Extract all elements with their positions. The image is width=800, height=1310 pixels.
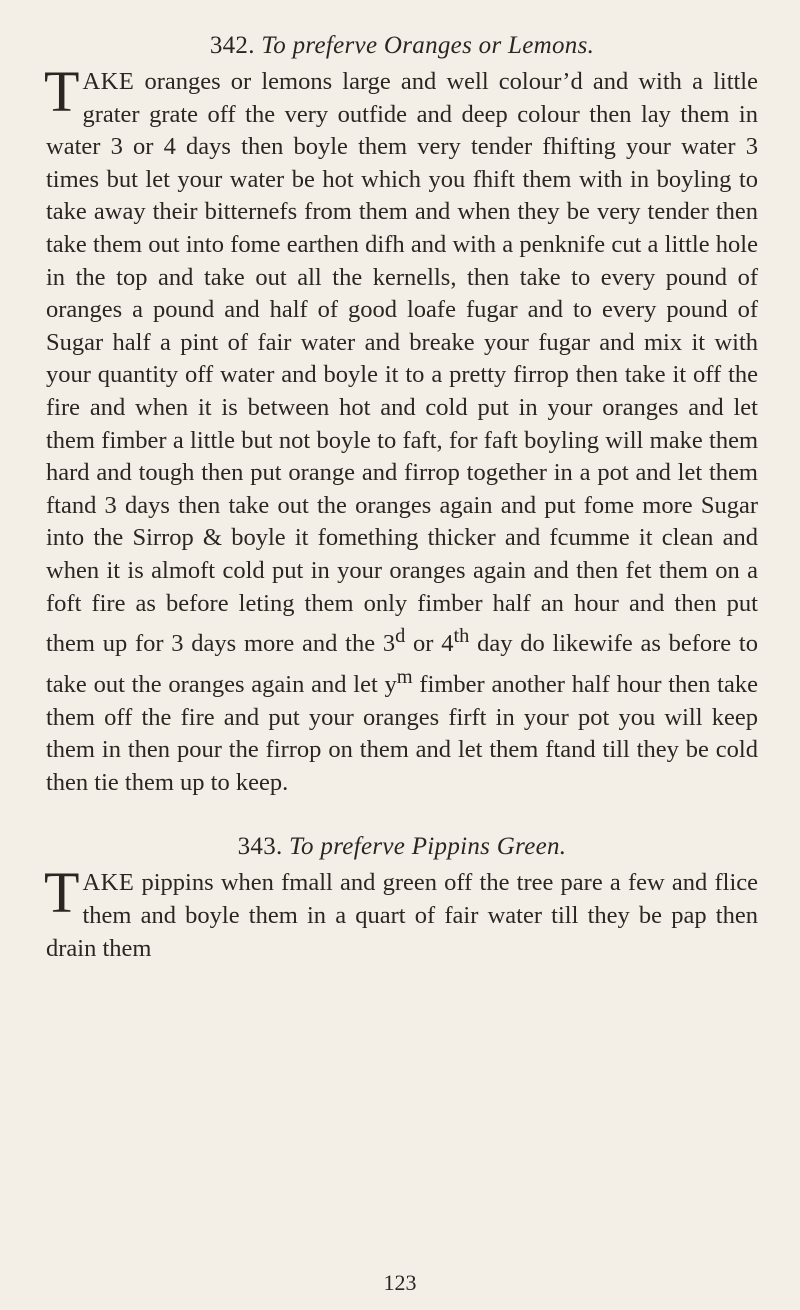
recipe-heading bbox=[46, 32, 758, 60]
page bbox=[46, 32, 758, 965]
recipe-body: oranges or lemons large and well colour’d and with a little grater grate off the very outfide and deep colour then lay them in water 3 or 4 days then boyle them very tender fhifting your water 3 times but let your water be hot which you fhift them with in boyling to take away their bitternefs from them and when they be very tender then take them out into fome earthen difh and with a penknife cut a little hole in the top and take out all the kernells, then take to every pound of oranges a pound and half of good loafe fugar and to every pound of Sugar half a pint of fair water and breake your fugar and mix it with your quantity off water and boyle it to a pretty firrop then take it off the fire and when it is between hot and cold put in your oranges and let them fimber a little but not boyle to faft, for faft boyling will make them hard and tough then put orange and firrop together in a pot and let them ftand 3 days then take out the oranges again and put fome more Sugar into the Sirrop & boyle it fomething thicker and fcumme it clean and when it is almoft cold put in your oranges again and then fet them on a foft fire as before leting them only fimber half an hour and then put them up for 3 days more and the bbox=[46, 68, 758, 658]
drop-cap: T bbox=[44, 860, 80, 926]
lead-word: AKE bbox=[82, 68, 135, 95]
recipe-heading bbox=[46, 833, 758, 861]
recipe-body-connector: or bbox=[405, 630, 442, 658]
recipe-body: pippins when fmall and green off the tree pare a few and flice them and boyle them in a quart of fair water till they be pap then drain them bbox=[46, 869, 758, 962]
recipe-number: 343. bbox=[237, 833, 283, 861]
recipe-title: To preferve Oranges or Lemons. bbox=[261, 32, 595, 59]
recipe-title: To preferve Pippins Green. bbox=[289, 833, 567, 861]
recipe-text bbox=[44, 59, 758, 799]
lead-word: AKE bbox=[82, 869, 135, 897]
recipe-body-continued: day do likewife as before to take out the oranges again and let y bbox=[46, 630, 758, 698]
ordinal-number: 4 bbox=[441, 630, 454, 658]
abbreviation-suffix: m bbox=[396, 665, 413, 688]
ordinal-suffix: d bbox=[395, 625, 406, 648]
ordinal-suffix: th bbox=[453, 625, 470, 648]
drop-cap: T bbox=[44, 59, 80, 124]
recipe-number: 342. bbox=[209, 32, 255, 59]
page-number: 123 bbox=[383, 1270, 417, 1295]
ordinal-number: 3 bbox=[382, 630, 396, 658]
recipe-342 bbox=[46, 32, 758, 799]
recipe-343 bbox=[46, 833, 758, 965]
recipe-text bbox=[44, 860, 758, 965]
recipe-body-end: fimber another half hour then take them off the fire and put your oranges firft in your pot you will keep them in then pour the firrop on them and let them ftand till they be cold then tie them up to keep. bbox=[46, 671, 758, 796]
